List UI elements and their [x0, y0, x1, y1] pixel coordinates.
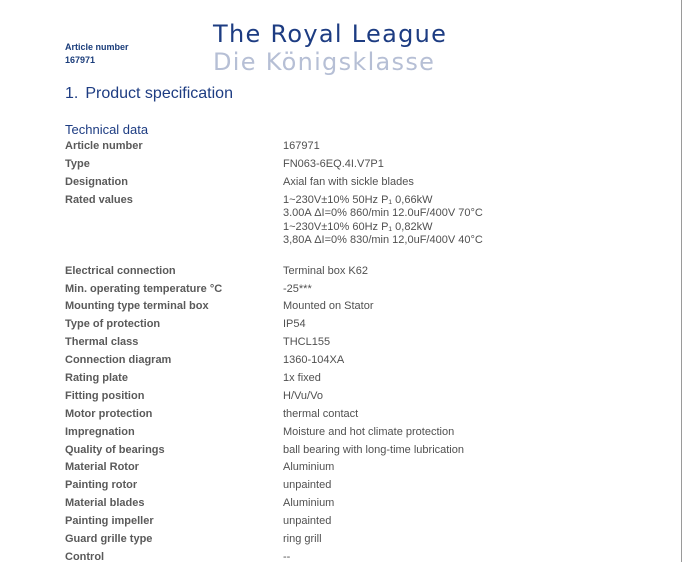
spec-row [65, 175, 625, 193]
spec-row [65, 514, 625, 532]
spec-value: ball bearing with long-time lubrication [283, 443, 464, 456]
spec-row [65, 282, 625, 300]
spec-label: Impregnation [65, 425, 135, 438]
spec-row [65, 335, 625, 353]
spec-value [283, 194, 483, 248]
spec-row [65, 550, 625, 568]
spec-row [65, 532, 625, 550]
spec-value: ring grill [283, 533, 322, 546]
brand-logo [213, 20, 503, 75]
spec-label: Rated values [65, 193, 133, 206]
technical-data-table [65, 139, 625, 568]
spec-value: IP54 [283, 318, 306, 331]
spec-value: -25*** [283, 282, 312, 295]
spec-row [65, 496, 625, 514]
spec-value: Aluminium [283, 497, 335, 510]
spec-value: THCL155 [283, 336, 331, 349]
spec-value: Moisture and hot climate protection [283, 425, 455, 438]
spec-label: Material blades [65, 497, 145, 510]
spec-value-line: 3.00A ΔI=0% 860/min 12.0uF/400V 70°C [283, 207, 483, 220]
spec-value: FN063-6EQ.4I.V7P1 [283, 157, 384, 170]
spec-label: Material Rotor [65, 461, 139, 474]
spec-label: Quality of bearings [65, 443, 165, 456]
spec-row [65, 193, 625, 264]
page-edge-divider [681, 0, 682, 562]
section-number: 1. [65, 85, 79, 102]
spec-label: Thermal class [65, 336, 139, 349]
spec-label: Mounting type terminal box [65, 300, 209, 313]
spec-value-line: 1~230V±10% 50Hz P₁ 0,66kW [283, 193, 433, 206]
brand-tagline-german: Die Königsklasse [213, 48, 436, 76]
spec-label: Painting impeller [65, 515, 154, 528]
spec-row [65, 389, 625, 407]
spec-label: Designation [65, 175, 128, 188]
spec-label: Article number [65, 140, 143, 152]
spec-row [65, 443, 625, 461]
spec-row [65, 371, 625, 389]
spec-value: Terminal box K62 [283, 264, 368, 277]
spec-label: Guard grille type [65, 533, 153, 546]
section-heading [65, 85, 233, 103]
spec-row [65, 353, 625, 371]
spec-row [65, 157, 625, 175]
section-title: Product specification [85, 85, 233, 102]
spec-label: Connection diagram [65, 354, 172, 367]
spec-label: Type of protection [65, 318, 161, 331]
spec-label: Type [65, 157, 90, 170]
spec-value: Axial fan with sickle blades [283, 175, 414, 188]
spec-row [65, 407, 625, 425]
spec-label: Min. operating temperature °C [65, 282, 223, 295]
spec-label: Motor protection [65, 407, 153, 420]
spec-row [65, 264, 625, 282]
spec-value: Aluminium [283, 461, 335, 474]
spec-value: Mounted on Stator [283, 300, 374, 313]
spec-value: thermal contact [283, 407, 359, 420]
spec-value: -- [283, 550, 291, 563]
spec-value: 167971 [283, 140, 320, 152]
spec-value: 1360-104XA [283, 354, 345, 367]
spec-label: Electrical connection [65, 264, 176, 277]
subsection-heading: Technical data [65, 122, 149, 137]
spec-value: unpainted [283, 479, 332, 492]
spec-value-line: 3,80A ΔI=0% 830/min 12,0uF/400V 40°C [283, 234, 483, 247]
spec-value-line: 1~230V±10% 60Hz P₁ 0,82kW [283, 220, 433, 233]
spec-label: Control [65, 550, 105, 563]
spec-row [65, 478, 625, 496]
spec-label: Rating plate [65, 372, 128, 385]
spec-label: Painting rotor [65, 479, 138, 492]
spec-row [65, 317, 625, 335]
article-number-label: Article number [65, 42, 129, 52]
spec-row [65, 299, 625, 317]
spec-value: 1x fixed [283, 372, 321, 385]
article-number-value: 167971 [65, 55, 96, 65]
spec-value: unpainted [283, 515, 332, 528]
article-number-header [65, 41, 129, 67]
spec-row [65, 139, 625, 157]
spec-label: Fitting position [65, 389, 145, 402]
brand-tagline-english: The Royal League [213, 20, 448, 48]
spec-row [65, 460, 625, 478]
spec-row [65, 425, 625, 443]
spec-value: H/Vu/Vo [283, 389, 323, 402]
